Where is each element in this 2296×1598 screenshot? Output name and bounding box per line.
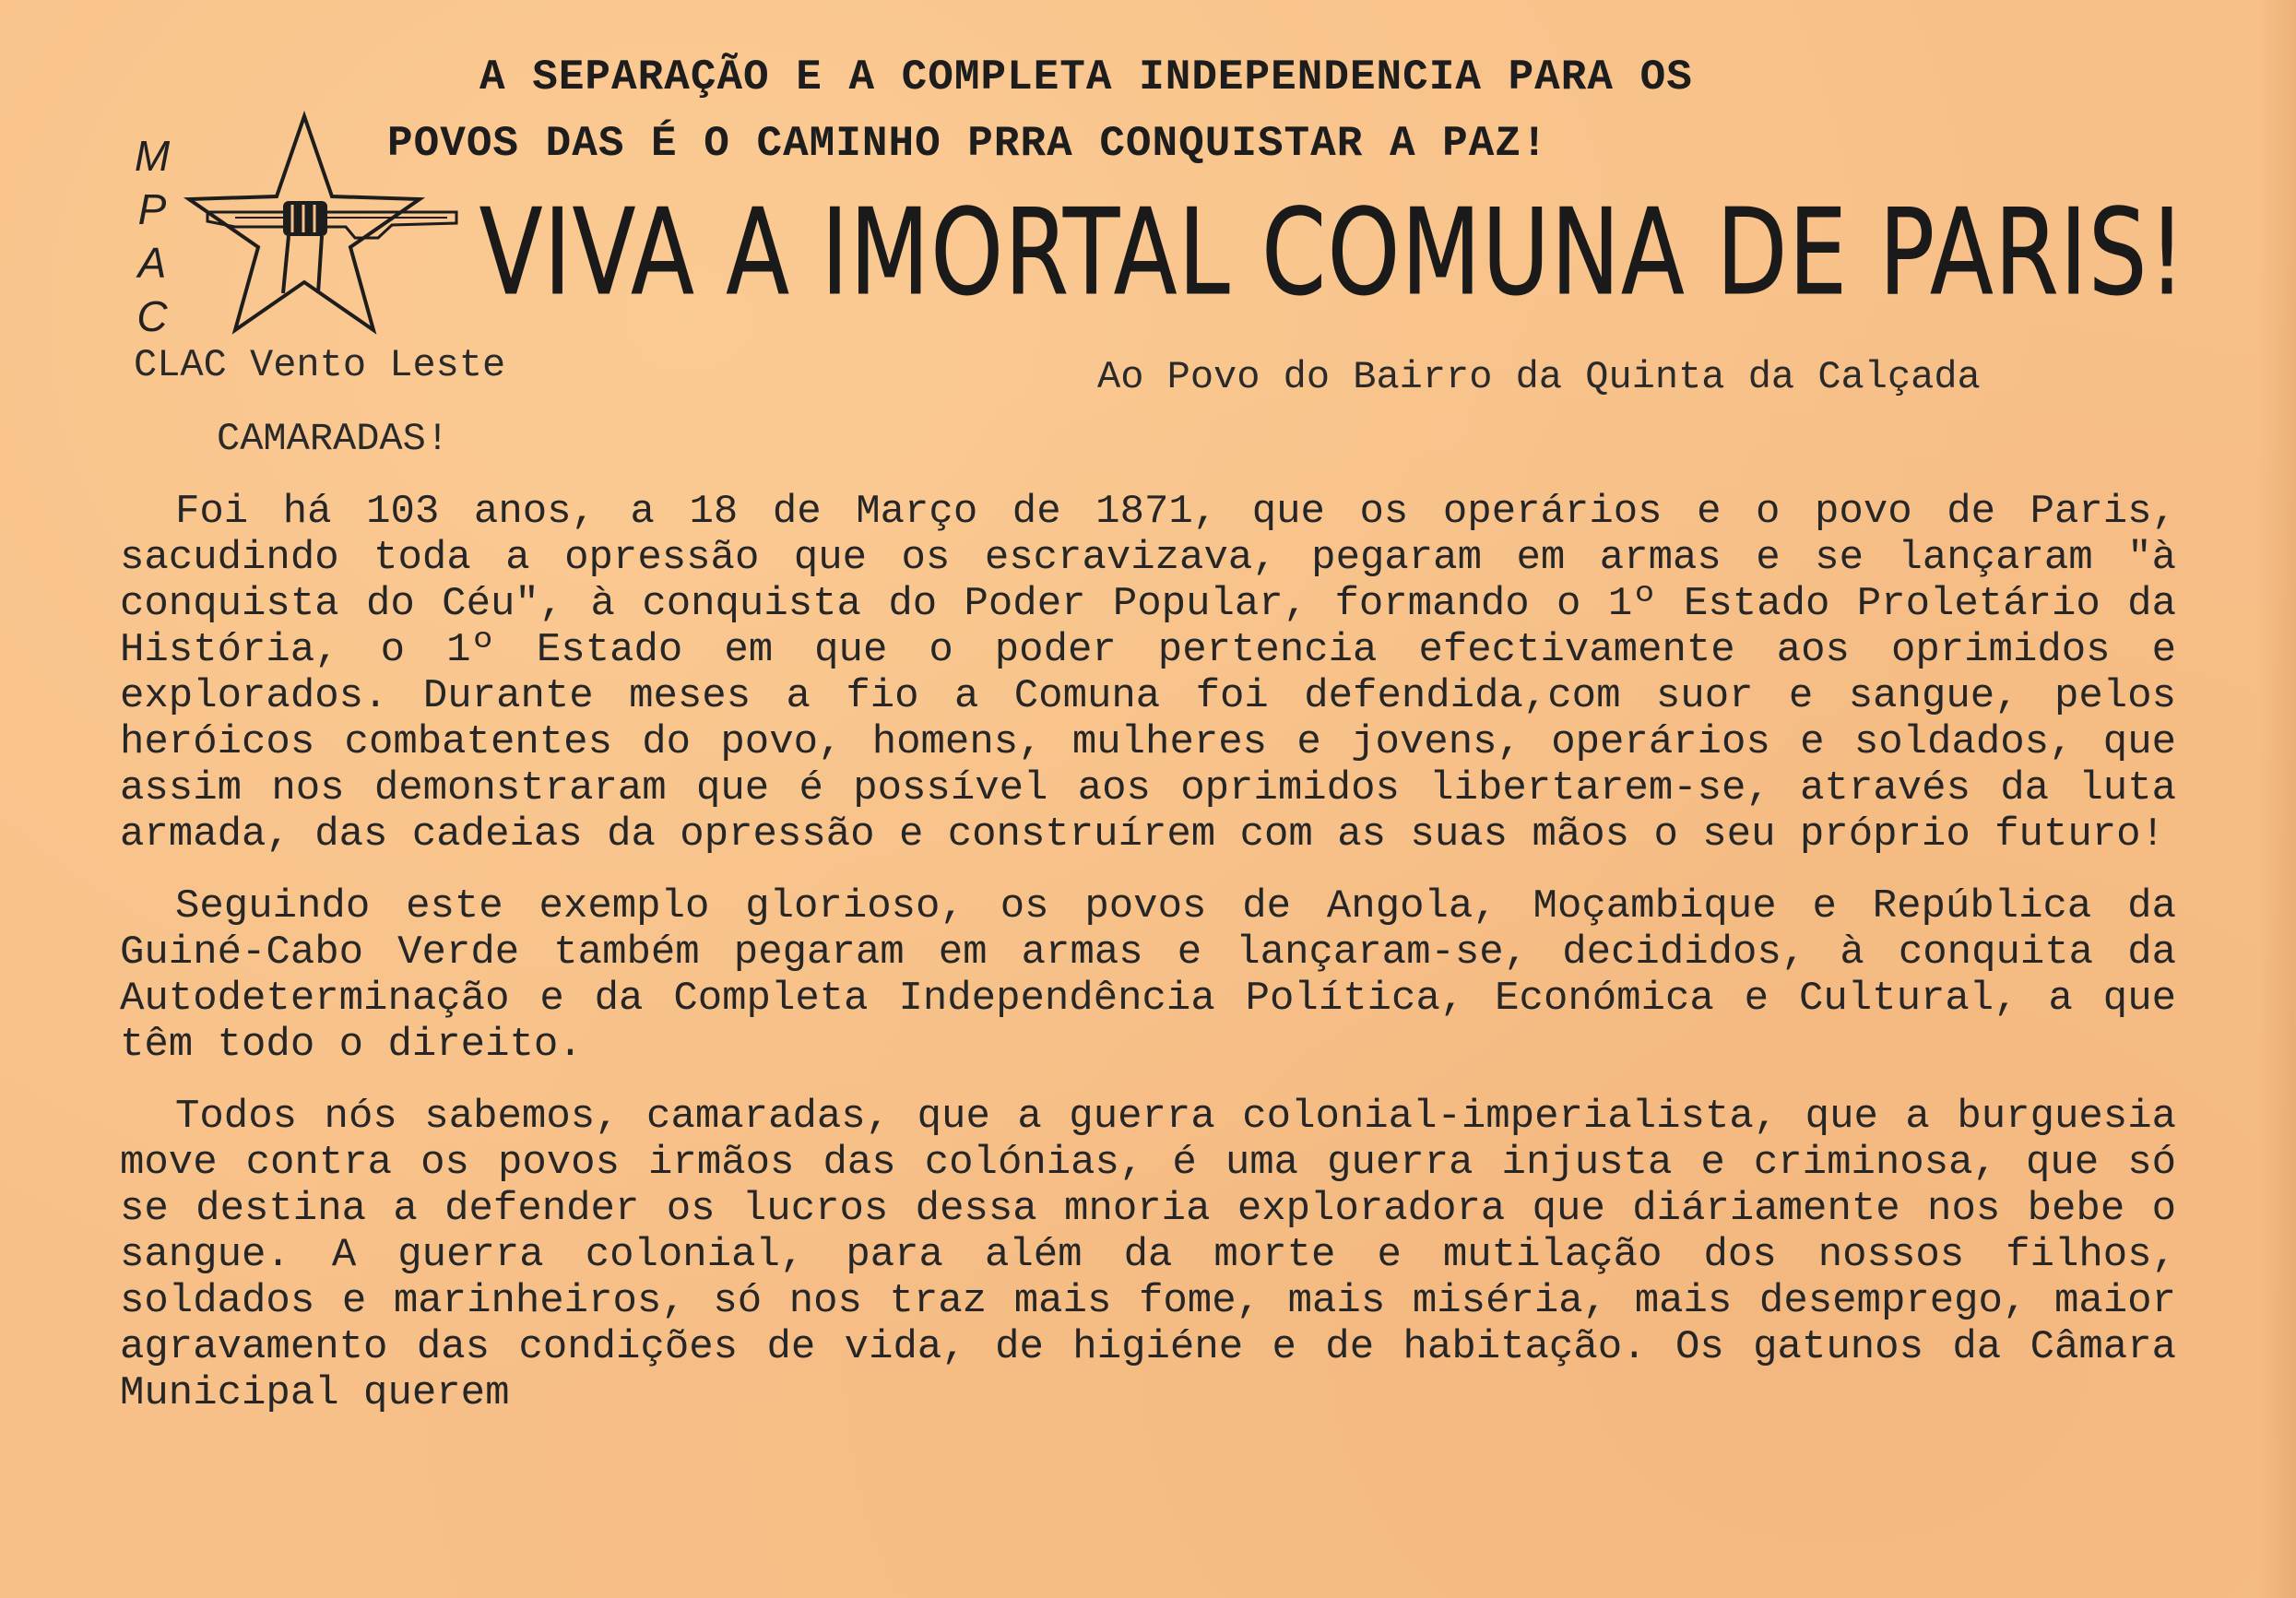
paragraph: Foi há 103 anos, a 18 de Março de 1871, que os operários e o povo de Paris, sacudindo toda a opressão que os escravizava, pegaram em armas e se lançaram "à conquista do Céu", à conquista do Poder Popular, formando o 1º Estado Proletário da História, o 1º Estado em que o poder pertencia efectivamente aos oprimidos e explorados. Durante meses a fio a Comuna foi defendida,com suor e sangue, pelos heróicos combatentes do povo, homens, mulheres e jovens, operários e soldados, que assim nos demonstraram que é possível aos oprimidos libertarem-se, através da luta armada, das cadeias da opressão e construírem com as suas mãos o seu próprio futuro!: [120, 489, 2176, 858]
headline-line-1: A SEPARAÇÃO E A COMPLETA INDEPENDENCIA PARA OS: [479, 53, 1693, 101]
addressee-line: Ao Povo do Bairro da Quinta da Calçada: [1097, 355, 1981, 399]
acronym-letter: P: [137, 185, 167, 233]
acronym-letter: A: [137, 239, 167, 287]
body-text: [120, 489, 2176, 1442]
paper-edge-shadow: [2259, 0, 2296, 1598]
paragraph: Todos nós sabemos, camaradas, que a guerra colonial-imperialista, que a burguesia move contra os povos irmãos das colónias, é uma guerra injusta e criminosa, que só se destina a defender os lucros dessa mnoria exploradora que diáriamente nos bebe o sangue. A guerra colonial, para além da morte e mutilação dos nossos filhos, soldados e marinheiros, só nos traz mais fome, mais miséria, mais desemprego, maior agravamento das condições de vida, de higiéne e de habitação. Os gatunos da Câmara Municipal querem: [120, 1094, 2176, 1416]
salutation: CAMARADAS!: [217, 417, 450, 461]
vertical-acronym: [129, 129, 175, 343]
acronym-letter: C: [136, 292, 168, 340]
organization-name: CLAC Vento Leste: [134, 343, 506, 387]
acronym-letter: M: [134, 132, 171, 180]
main-title: VIVA A IMORTAL COMUNA DE PARIS!: [479, 184, 2187, 322]
headline-line-2: POVOS DAS É O CAMINHO PRRA CONQUISTAR A PAZ!: [387, 120, 1548, 168]
star-with-fist-and-rifle-icon: [180, 109, 466, 339]
paragraph: Seguindo este exemplo glorioso, os povos de Angola, Moçambique e República da Guiné-Cabo Verde também pegaram em armas e lançaram-se, decididos, à conquita da Autodeterminação e da Completa Independência Política, Económica e Cultural, a que têm todo o direito.: [120, 883, 2176, 1068]
